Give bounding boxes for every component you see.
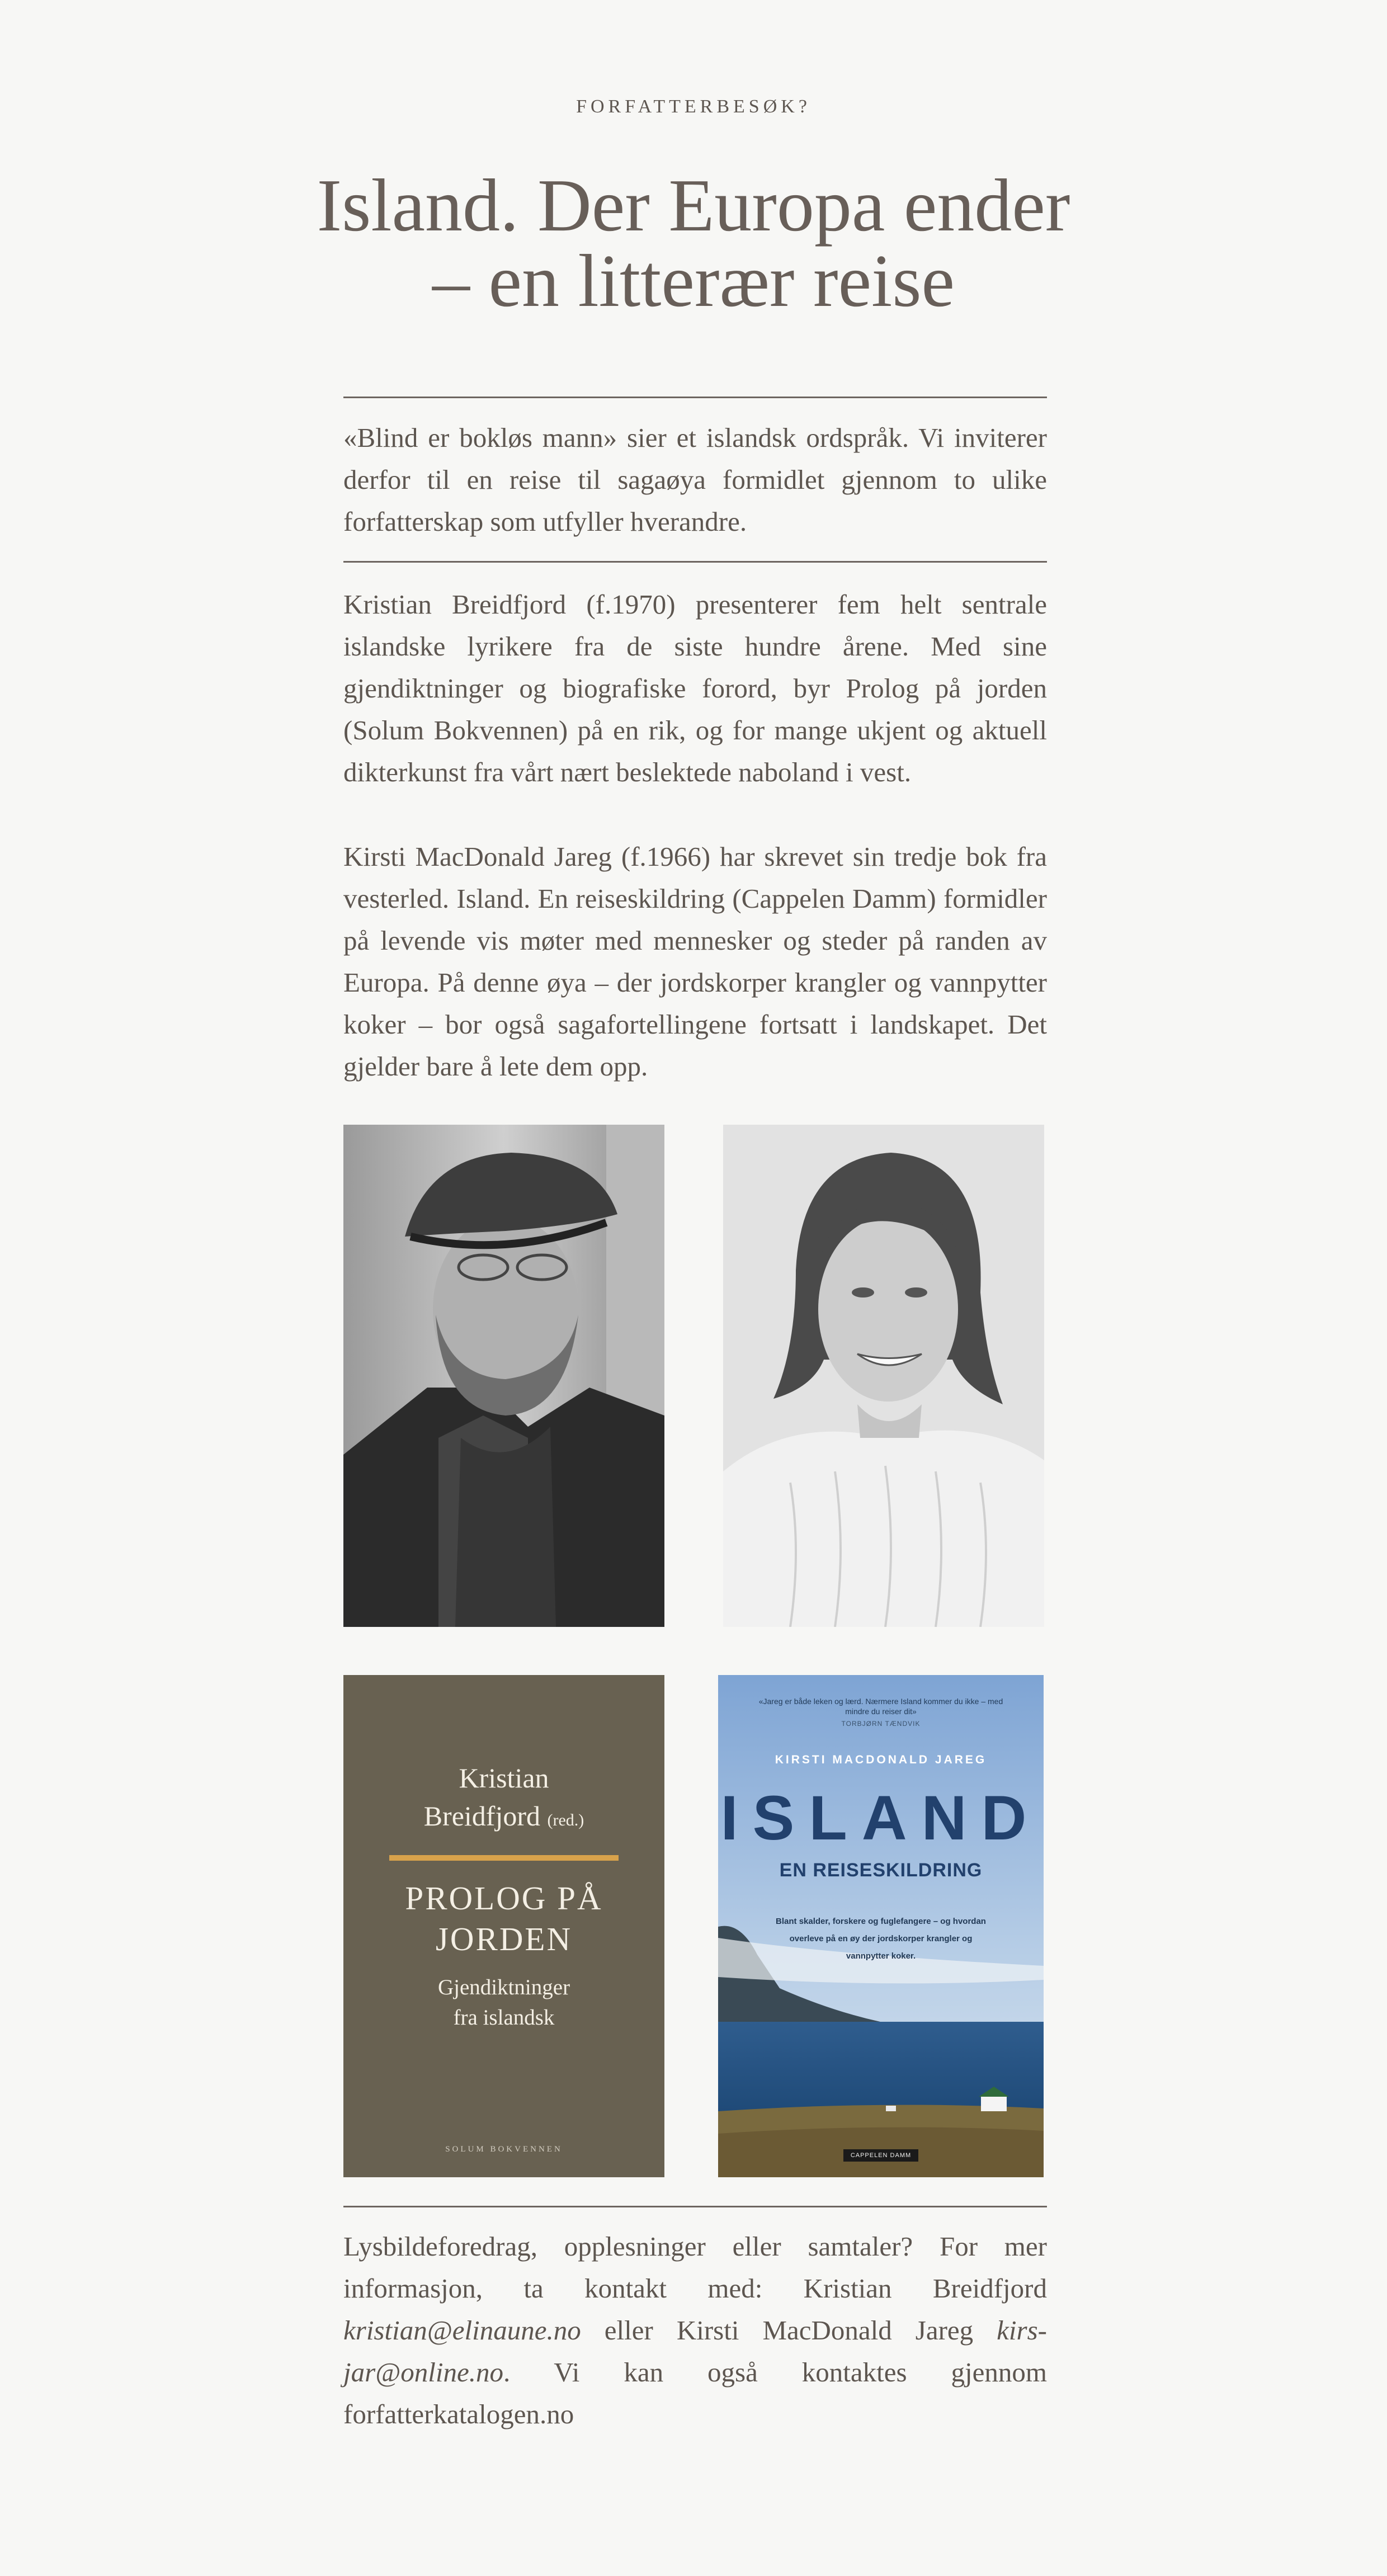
contact-email-breidfjord[interactable]: kristian@elinaune.no <box>343 2315 581 2346</box>
jareg-paragraph: Kirsti MacDonald Jareg (f.1966) har skrevet sin tredje bok fra vesterled. Island. En reiseskildring (Cappelen Damm) formidler på levende vis møter med mennesker og steder på randen av Europa. På denne øya – der jordskorper krangler og vannpytter koker – bor også sagafortellingene fortsatt i landskapet. Det gjelder bare å lete dem opp. <box>343 841 1047 1082</box>
contact-paragraph <box>343 2225 1047 2435</box>
divider-intro <box>343 561 1047 563</box>
contact-text-3: . Vi kan også kontaktes gjennom forfatterkatalogen.no <box>343 2357 1047 2429</box>
book2-publisher: CAPPELEN DAMM <box>843 2149 918 2162</box>
book2-quote: «Jareg er både leken og lærd. Nærmere Island kommer du ikke – med mindre du reiser dit» <box>758 1697 1003 1716</box>
divider-contact <box>343 2206 1047 2207</box>
book2-subtitle: EN REISESKILDRING <box>779 1860 983 1881</box>
contact-email-jareg[interactable]: kirs-jar@online.no <box>343 2315 1047 2388</box>
portrait-kirsti-macdonald-jareg <box>723 1125 1044 1627</box>
book1-subtitle: Gjendiktninger fra islandsk <box>437 1975 570 2030</box>
book2-author: KIRSTI MACDONALD JAREG <box>775 1753 987 1766</box>
divider-top <box>343 397 1047 398</box>
contact-text-2: eller Kirsti MacDonald Jareg <box>581 2315 997 2346</box>
book1-accent-bar <box>389 1855 619 1861</box>
title-line-1: Island. Der Europa ender <box>317 164 1070 247</box>
book-cover-island <box>718 1675 1044 2177</box>
intro-paragraph: «Blind er bokløs mann» sier et islandsk ordspråk. Vi inviterer derfor til en reise til sagaøya formidlet gjennom to ulike forfatterskap som utfyller hverandre. <box>343 422 1047 537</box>
book1-publisher: SOLUM BOKVENNEN <box>445 2145 563 2154</box>
book2-quote-source: TORBJØRN TÆNDVIK <box>841 1720 921 1728</box>
breidfjord-paragraph: Kristian Breidfjord (f.1970) presenterer fem helt sentrale islandske lyrikere fra de siste hundre årene. Med sine gjendiktninger og biografiske forord, byr Prolog på jorden (Solum Bokvennen) på en rik, og for mange ukjent og aktuell dikterkunst fra vårt nært beslektede naboland i vest. <box>343 589 1047 787</box>
title-line-2: – en litterær reise <box>432 239 955 322</box>
page-title <box>0 164 1387 322</box>
book2-title: ISLAND <box>720 1783 1041 1853</box>
book-cover-prolog-pa-jorden <box>343 1675 664 2177</box>
book1-author: Kristian Breidfjord (red.) <box>423 1762 584 1832</box>
book2-blurb: Blant skalder, forskere og fuglefangere – og hvordan overleve på en øy der jordskorper krangler og vannpytter koker. <box>776 1917 986 1961</box>
book1-title: PROLOG PÅ JORDEN <box>405 1880 603 1957</box>
contact-text-1: Lysbildeforedrag, opplesninger eller samtaler? For mer informasjon, ta kontakt med: Kristian Breidfjord <box>343 2231 1047 2304</box>
portrait-kristian-breidfjord <box>343 1125 664 1627</box>
kicker: FORFATTERBESØK? <box>576 96 811 117</box>
book1-editor-tag: (red.) <box>547 1811 584 1829</box>
